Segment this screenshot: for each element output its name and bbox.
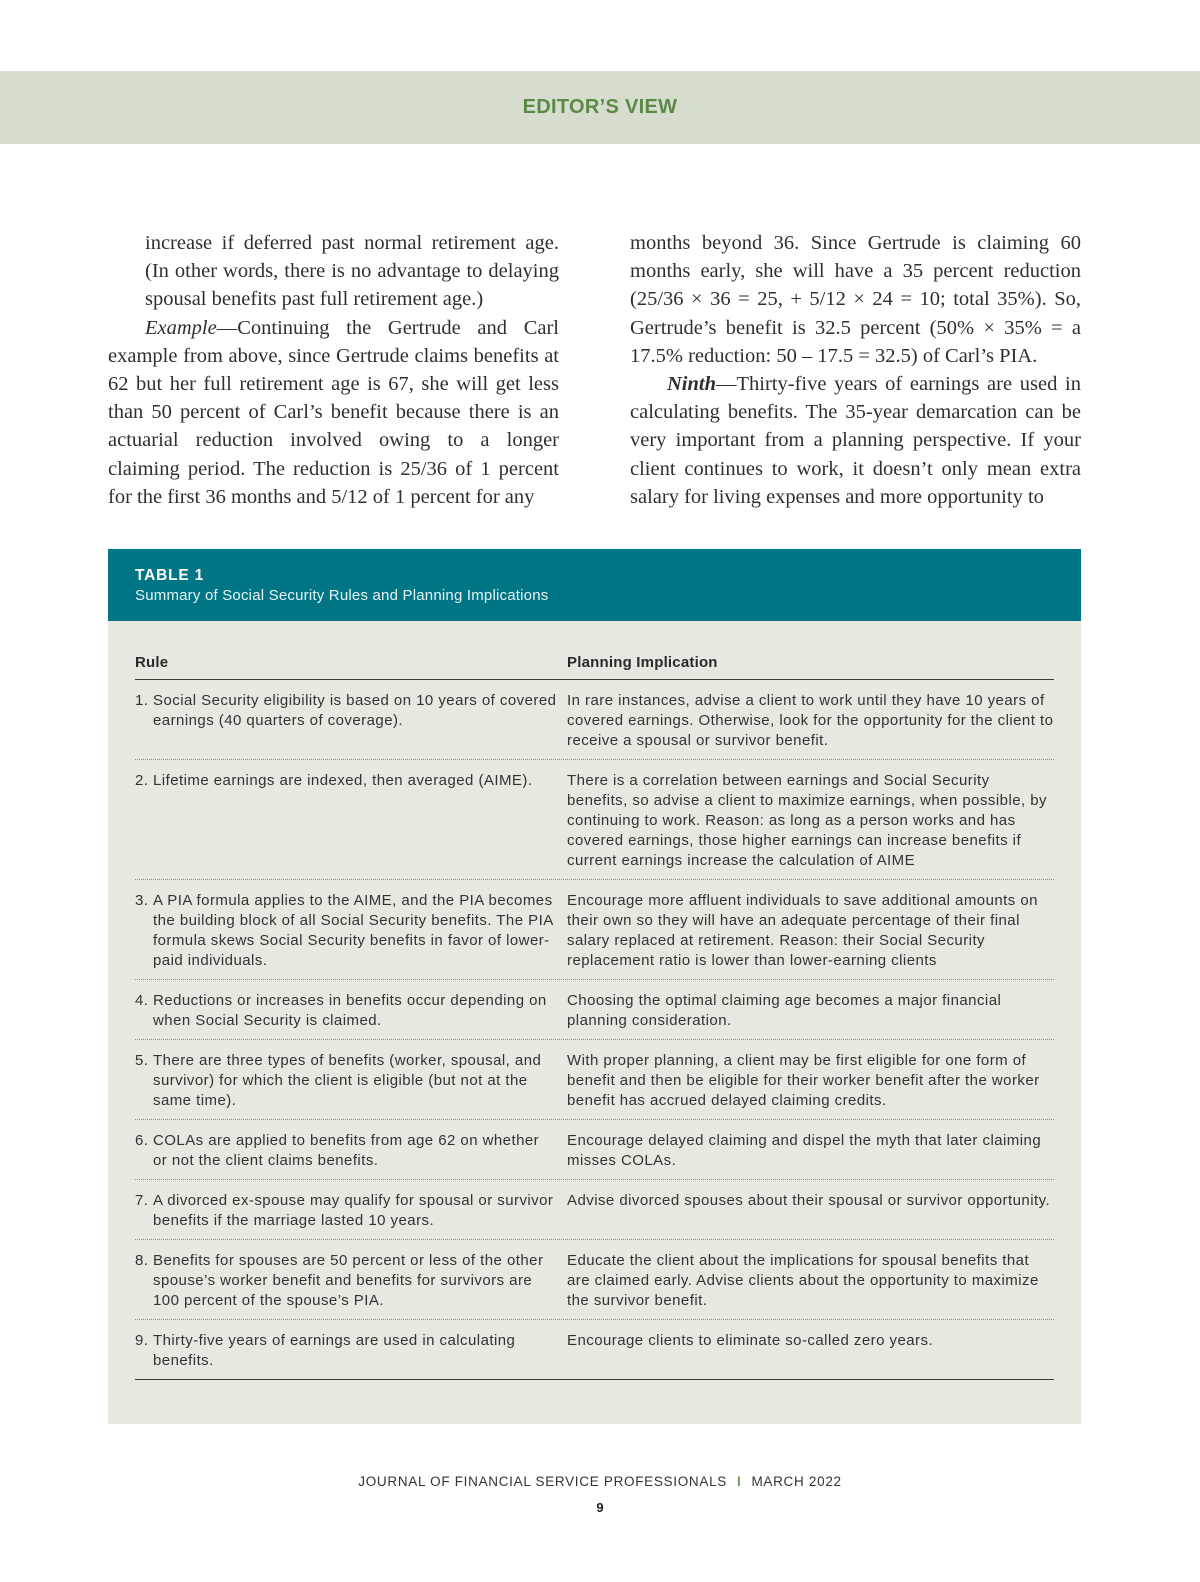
rule-cell [135,891,567,971]
example-paragraph [108,314,559,511]
journal-name: JOURNAL OF FINANCIAL SERVICE PROFESSIONALS [358,1474,727,1489]
rule-text: A PIA formula applies to the AIME, and the PIA becomes the building block of all Social Security benefits. The PIA formula skews Social Security benefits in favor of lower-paid individuals. [153,892,553,969]
implication-cell: There is a correlation between earnings and Social Security benefits, so advise a client to maximize earnings, when possible, by continuing to work. Reason: as long as a person works and has covered earnings, those higher earnings can increase benefits if current earnings increase the calculation of AIME [567,772,1047,869]
table-row [135,980,1054,1040]
rule-cell [135,991,567,1031]
rule-text: COLAs are applied to benefits from age 62 on whether or not the client claims benefits. [153,1132,540,1169]
table-row [135,1120,1054,1180]
rule-number: 6. [135,1132,149,1149]
rule-text: There are three types of benefits (worker, spousal, and survivor) for which the client is eligible (but not at the same time). [153,1052,542,1109]
table-header-bar [108,549,1081,621]
table-row [135,680,1054,760]
rule-cell [135,1131,567,1171]
rule-cell [135,691,567,751]
implication-column-header: Planning Implication [567,654,718,671]
implication-cell: With proper planning, a client may be first eligible for one form of benefit and then be eligible for their worker benefit after the worker benefit has accrued delayed claiming credits. [567,1052,1040,1109]
implication-cell: Choosing the optimal claiming age becomes a major financial planning consideration. [567,992,1002,1029]
implication-cell: Advise divorced spouses about their spousal or survivor opportunity. [567,1192,1051,1209]
page-footer [0,1474,1200,1489]
issue-date: MARCH 2022 [751,1474,842,1489]
table-row [135,1180,1054,1240]
rule-text: A divorced ex-spouse may qualify for spousal or survivor benefits if the marriage lasted 10 years. [153,1192,554,1229]
ninth-lead: Ninth [667,373,716,396]
rule-number: 7. [135,1192,149,1209]
rule-number: 4. [135,992,149,1009]
implication-cell: Educate the client about the implications for spousal benefits that are claimed early. Advise clients about the opportunity to maximize the survivor benefit. [567,1252,1039,1309]
rule-cell [135,771,567,871]
left-text-column [108,229,559,511]
continuation-paragraph: increase if deferred past normal retirement age. (In other words, there is no advantage to delaying spousal benefits past full retirement age.) [145,232,559,311]
rule-cell [135,1331,567,1371]
rule-number: 9. [135,1332,149,1349]
page-number: 9 [596,1500,604,1515]
implication-cell: In rare instances, advise a client to work until they have 10 years of covered earnings. Otherwise, look for the opportunity for the client to receive a spousal or survivor benefit. [567,692,1054,749]
table-row [135,1040,1054,1120]
implication-cell: Encourage more affluent individuals to save additional amounts on their own so they will have an adequate percentage of their final salary replaced at retirement. Reason: their Social Security replacement ratio is lower than lower-earning clients [567,892,1038,969]
continuation-paragraph: months beyond 36. Since Gertrude is claiming 60 months early, she will have a 35 percent reduction (25/36 × 36 = 25, + 5/12 × 24 = 10; total 35%). So, Gertrude’s benefit is 32.5 percent (50% × 35% = a 17.5% reduction: 50 – 17.5 = 32.5) of Carl’s PIA. [630,232,1081,367]
table-caption: Summary of Social Security Rules and Planning Implications [135,587,549,604]
table-row [135,760,1054,880]
rule-cell [135,1251,567,1311]
table-row [135,880,1054,980]
table-body [135,680,1054,1380]
example-lead: Example [145,316,217,339]
rule-text: Reductions or increases in benefits occur depending on when Social Security is claimed. [153,992,547,1029]
table-label: TABLE 1 [135,567,205,584]
rule-number: 2. [135,772,149,789]
table-row [135,1240,1054,1320]
rule-number: 1. [135,692,149,709]
rule-column-header: Rule [135,654,169,671]
rule-number: 8. [135,1252,149,1269]
table-row [135,1320,1054,1380]
table-grid [135,654,1054,1380]
table-column-headers [135,654,1054,680]
section-title: EDITOR’S VIEW [522,96,678,118]
rule-text: Thirty-five years of earnings are used in calculating benefits. [153,1332,516,1369]
section-banner [0,71,1200,144]
rule-text: Benefits for spouses are 50 percent or less of the other spouse’s worker benefit and benefits for survivors are 100 percent of the spouse’s PIA. [153,1252,544,1309]
rule-text: Social Security eligibility is based on 10 years of covered earnings (40 quarters of coverage). [153,692,557,729]
right-text-column [630,229,1081,511]
rule-number: 3. [135,892,149,909]
footer-separator: I [737,1474,742,1489]
implication-cell: Encourage delayed claiming and dispel the myth that later claiming misses COLAs. [567,1132,1042,1169]
rules-table [108,549,1081,1424]
rule-number: 5. [135,1052,149,1069]
implication-cell: Encourage clients to eliminate so-called zero years. [567,1332,934,1349]
rule-cell [135,1051,567,1111]
ninth-paragraph [630,370,1081,511]
rule-text: Lifetime earnings are indexed, then averaged (AIME). [153,772,533,789]
rule-cell [135,1191,567,1231]
ninth-body: —Thirty-five years of earnings are used in calculating benefits. The 35-year demarcation can be very important from a planning perspective. If your client continues to work, it doesn’t only mean extra salary for living expenses and more opportunity to [630,373,1081,508]
example-body: —Continuing the Gertrude and Carl example from above, since Gertrude claims benefits at 62 but her full retirement age is 67, she will get less than 50 percent of Carl’s benefit because there is an actuarial reduction involved owing to a longer claiming period. The reduction is 25/36 of 1 percent for the first 36 months and 5/12 of 1 percent for any [108,316,559,508]
